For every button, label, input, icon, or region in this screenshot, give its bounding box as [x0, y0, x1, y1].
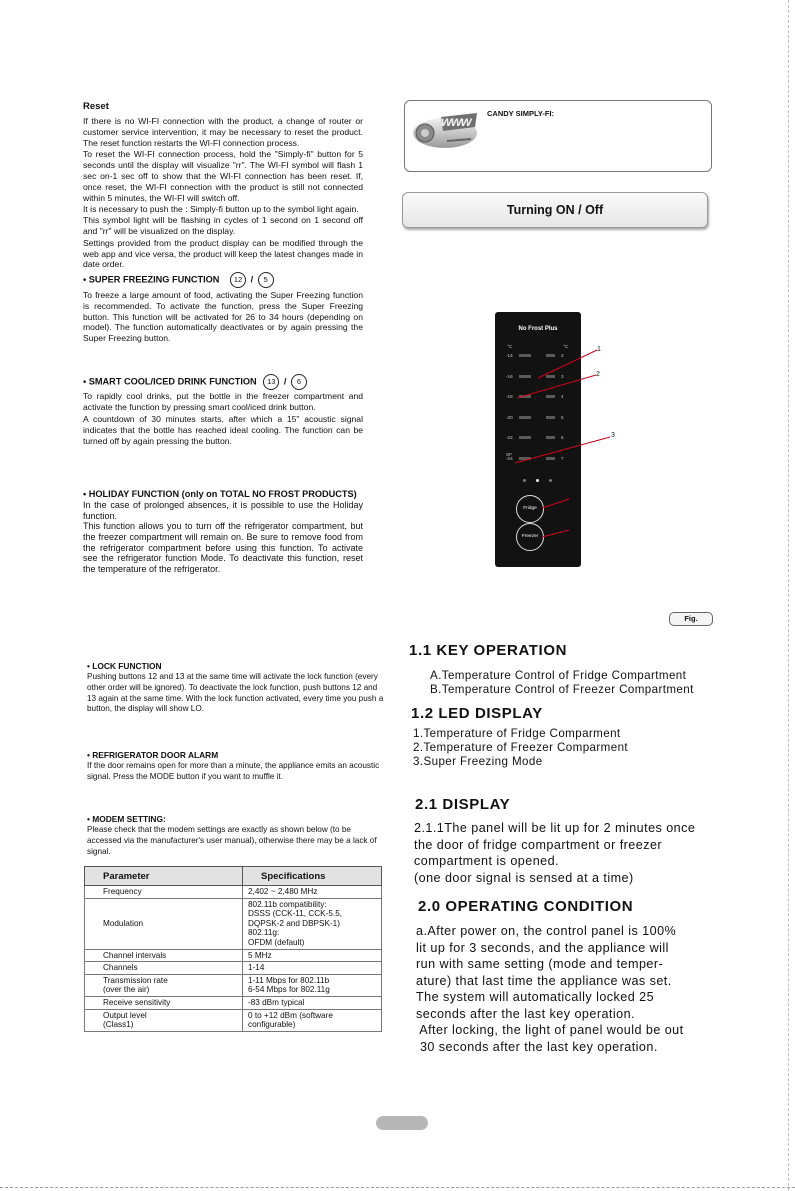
button-number-badge: 12 — [230, 272, 246, 288]
lock-title: • LOCK FUNCTION — [87, 661, 162, 671]
operating-line: run with same setting (mode and temper- — [416, 957, 664, 971]
button-number-badge: 5 — [258, 272, 274, 288]
reset-paragraph: It is necessary to push the : Simply-fi button up to the symbol light again. — [83, 204, 359, 215]
smart-cool-title — [83, 374, 309, 390]
button-number-badge: 13 — [263, 374, 279, 390]
simply-fi-logo-icon — [411, 109, 483, 151]
parameter-cell: Modulation — [85, 898, 243, 949]
operating-condition-title: 2.0 OPERATING CONDITION — [418, 898, 634, 915]
freezer-temp-label: -16 — [506, 373, 513, 379]
key-operation-title: 1.1 KEY OPERATION — [409, 642, 568, 659]
super-freeze-label: SF — [506, 451, 512, 457]
specification-cell: 802.11b compatibility: DSSS (CCK-11, CCK-5.5, DQPSK-2 and DBPSK-1) 802.11g: OFDM (default) — [243, 898, 382, 949]
door-alarm-body: If the door remains open for more than a minute, the appliance emits an acoustic signal. Press the MODE button if you want to muffle it. — [87, 761, 380, 781]
fridge-button[interactable]: Fridge — [516, 495, 544, 523]
led-display-item: 1.Temperature of Fridge Comparment — [413, 727, 621, 740]
callout-label: B — [571, 527, 576, 534]
figure-label: Fig. — [669, 612, 713, 626]
specification-cell: -83 dBm typical — [243, 996, 382, 1009]
operating-line: After locking, the light of panel would be out — [416, 1023, 684, 1037]
display-line: 2.1.1The panel will be lit up for 2 minutes once — [414, 821, 696, 835]
super-freezing-title-text: • SUPER FREEZING FUNCTION — [83, 274, 220, 285]
unit-left: °C — [507, 344, 513, 349]
specification-cell: 2,402 ~ 2,480 MHz — [243, 886, 382, 899]
operating-line: The system will automatically locked 25 — [416, 990, 655, 1004]
reset-paragraph: Settings provided from the product display can be modified through the web app and vice versa, the product will keep the latest changes made in date order. — [83, 237, 363, 270]
simply-fi-label: CANDY SIMPLY-FI: — [487, 109, 555, 118]
smart-cool-body-1: To rapidly cool drinks, put the bottle in the freezer compartment and activate the function by pressing smart cool/iced drink button. — [83, 391, 363, 412]
fridge-temp-label: 3 — [561, 373, 564, 379]
unit-right: °C — [563, 344, 569, 349]
operating-condition-text — [416, 923, 791, 1055]
simply-fi-box — [404, 100, 712, 172]
operating-line: seconds after the last key operation. — [416, 1006, 635, 1021]
parameter-cell: Receive sensitivity — [85, 996, 243, 1009]
page-bottom-border — [0, 1187, 795, 1188]
table-row — [85, 1009, 382, 1031]
reset-paragraph: If there is no WI-FI connection with the product, a change of router or customer service intervention, it may be necessary to reset the product. The reset function restarts the WI-FI connection process. — [83, 116, 363, 148]
freezer-temp-label: -18 — [506, 394, 513, 399]
specification-cell: 1-11 Mbps for 802.11b 6-54 Mbps for 802.11g — [243, 974, 382, 996]
column-header-parameter: Parameter — [85, 867, 243, 886]
table-row — [85, 949, 382, 962]
simply-fi-logo-text: www — [441, 113, 471, 129]
parameter-cell: Channel intervals — [85, 949, 243, 962]
led-display-item: 2.Temperature of Freezer Comparment — [413, 741, 629, 754]
parameter-cell: Transmission rate (over the air) — [85, 974, 243, 996]
page-number-pill — [376, 1116, 428, 1130]
super-freezing-body: To freeze a large amount of food, activating the Super Freezing function is recommended. To activate the function, press the Super Freezing button. This function will be activated for 26 to 34 hours (depending on model). The function automatically deactivates or by again pressing the Super Freezing button. — [83, 290, 363, 344]
holiday-body-1: In the case of prolonged absences, it is possible to use the Holiday function. — [83, 500, 363, 521]
freezer-temp-label: -14 — [506, 353, 513, 358]
button-number-badge: 6 — [291, 374, 307, 390]
slash-separator: / — [283, 376, 287, 387]
specification-cell: 1-14 — [243, 962, 382, 975]
led-display-item: 3.Super Freezing Mode — [413, 755, 543, 768]
door-alarm-title: • REFRIGERATOR DOOR ALARM — [87, 750, 219, 760]
display-line: (one door signal is sensed at a time) — [414, 870, 634, 885]
operating-line: a.After power on, the control panel is 100% — [416, 924, 677, 938]
freezer-temp-label: -20 — [506, 414, 513, 420]
parameter-cell: Channels — [85, 962, 243, 975]
holiday-body-2: This function allows you to turn off the refrigerator compartment, but the freezer compartment will remain on. Be sure to remove food from the refrigerator compartment before using this function. To activate see the refrigerator function Mode. To deactivate this function, reset the temperature of the refrigerator. — [83, 521, 363, 575]
freezer-temp-label: -22 — [506, 435, 513, 440]
freezer-temp-label: -24 — [506, 455, 513, 461]
table-row — [85, 996, 382, 1009]
table-row — [85, 962, 382, 975]
smart-cool-body-2: A countdown of 30 minutes starts, after which a 15" acoustic signal indicates that the bottle has reached ideal cooling. The function can be turned off by again pressing the button. — [83, 414, 363, 446]
key-operation-item: A.Temperature Control of Fridge Compartment — [430, 669, 687, 682]
fridge-temp-label: 2 — [561, 353, 564, 358]
smart-cool-title-text: • SMART COOL/ICED DRINK FUNCTION — [83, 376, 257, 387]
table-row — [85, 886, 382, 899]
operating-line: lit up for 3 seconds, and the appliance will — [416, 940, 669, 955]
key-operation-item: B.Temperature Control of Freezer Compartment — [430, 683, 694, 696]
super-freezing-title — [83, 272, 276, 288]
modem-spec-table — [84, 866, 382, 1032]
freezer-button[interactable]: Freezer — [516, 523, 544, 551]
display-text — [414, 820, 794, 886]
callout-label: A — [571, 494, 576, 501]
table-header-row — [85, 867, 382, 886]
modem-body: Please check that the modem settings are exactly as shown below (to be accessed via the manufacturer's user manual), otherwise there may be a lack of signal. — [87, 825, 377, 856]
display-line: compartment is opened. — [414, 854, 560, 868]
specification-cell: 0 to +12 dBm (software configurable) — [243, 1009, 382, 1031]
table-row — [85, 974, 382, 996]
parameter-cell: Frequency — [85, 886, 243, 899]
modem-title: • MODEM SETTING: — [87, 814, 166, 824]
operating-line: 30 seconds after the last key operation. — [416, 1039, 658, 1054]
reset-title: Reset — [83, 101, 109, 112]
callout-label: 3 — [611, 432, 615, 439]
page-right-border — [788, 0, 789, 1191]
lock-body: Pushing buttons 12 and 13 at the same time will activate the lock function (every other order will be ignored). To deactivate the lock function, push buttons 12 and 13 again at the same time. With the lock function activated, every time you push a button, the display will show LO. — [87, 672, 384, 714]
display-line: the door of fridge compartment or freezer — [414, 837, 663, 852]
column-header-specifications: Specifications — [243, 867, 382, 886]
specification-cell: 5 MHz — [243, 949, 382, 962]
reset-paragraph: To reset the WI-FI connection process, hold the "Simply-fi" button for 5 seconds until the display will visualize "rr". The WI-FI symbol will flash 1 sec on-1 sec off to show that the WI-FI connection has been reset. If, once reset, the WI-FI connection with the product is still not connected within 5 minutes, the WI-FI will switch off. — [83, 149, 363, 203]
table-row — [85, 898, 382, 949]
reset-paragraph: This symbol light will be flashing in cycles of 1 second on 1 second off and "rr" will be visualized on the display. — [83, 215, 363, 236]
slash-separator: / — [250, 274, 254, 285]
fridge-temp-label: 6 — [561, 435, 564, 440]
panel-title: No Frost Plus — [518, 326, 558, 332]
fridge-temp-label: 4 — [561, 394, 564, 399]
fridge-temp-label: 5 — [561, 414, 564, 420]
callout-label: 1 — [597, 346, 601, 353]
fridge-temp-label: 7 — [561, 455, 564, 461]
holiday-title: • HOLIDAY FUNCTION (only on TOTAL NO FROST PRODUCTS) — [83, 489, 357, 499]
parameter-cell: Output level (Class1) — [85, 1009, 243, 1031]
reset-body — [83, 116, 363, 271]
turning-on-off-button[interactable]: Turning ON / Off — [402, 192, 708, 228]
callout-label: 2 — [596, 371, 600, 378]
operating-line: ature) that last time the appliance was set. — [416, 973, 672, 988]
display-title: 2.1 DISPLAY — [415, 796, 511, 813]
led-display-title: 1.2 LED DISPLAY — [411, 705, 543, 722]
